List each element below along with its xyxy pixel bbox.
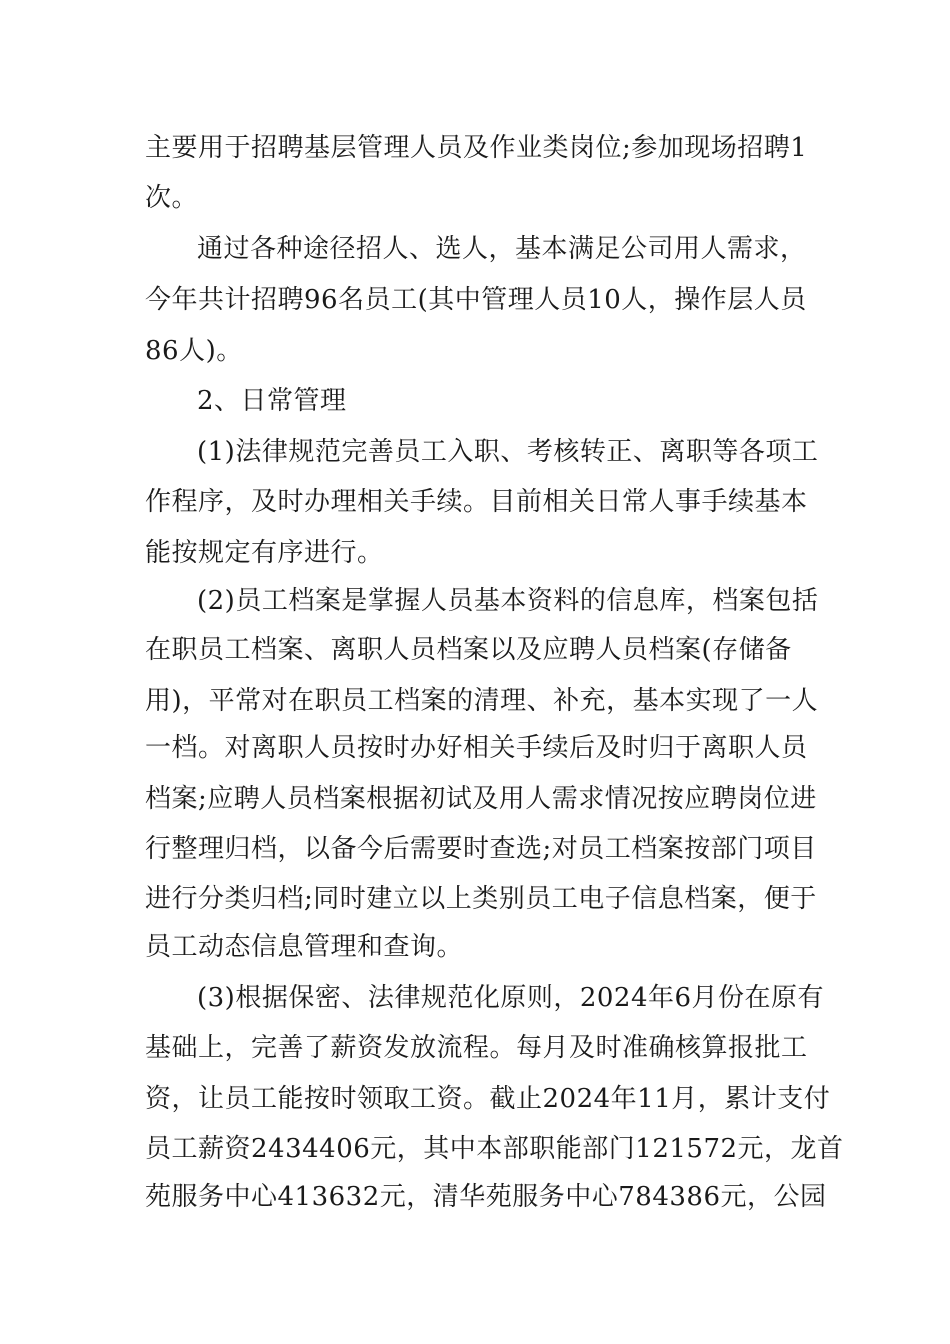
text-line: 基础上，完善了薪资发放流程。每月及时准确核算报批工 [145,1033,808,1063]
paragraph-first-line: 通过各种途径招人、选人，基本满足公司用人需求， [197,234,807,264]
text-line: 在职员工档案、离职人员档案以及应聘人员档案(存储备 [145,635,792,665]
text-line: 行整理归档，以备今后需要时查选;对员工档案按部门项目 [145,834,817,864]
paragraph-first-line: (1)法律规范完善员工入职、考核转正、离职等各项工 [197,437,819,467]
paragraph-first-line: (2)员工档案是掌握人员基本资料的信息库，档案包括 [197,586,819,616]
text-line: 能按规定有序进行。 [145,538,384,568]
text-line: 主要用于招聘基层管理人员及作业类岗位;参加现场招聘1 [145,133,808,163]
text-line: 今年共计招聘96名员工(其中管理人员10人，操作层人员 [145,285,807,315]
text-line: 作程序，及时办理相关手续。目前相关日常人事手续基本 [145,487,808,517]
text-line: 员工动态信息管理和查询。 [145,932,464,962]
text-line: 苑服务中心413632元，清华苑服务中心784386元，公园 [145,1182,827,1212]
section-heading: 2、日常管理 [197,386,347,416]
text-line: 一档。对离职人员按时办好相关手续后及时归于离职人员 [145,733,808,763]
text-line: 进行分类归档;同时建立以上类别员工电子信息档案，便于 [145,884,817,914]
paragraph-first-line: (3)根据保密、法律规范化原则，2024年6月份在原有 [197,983,825,1013]
text-line: 次。 [145,183,199,213]
text-line: 用)，平常对在职员工档案的清理、补充，基本实现了一人 [145,686,819,716]
text-line: 档案;应聘人员档案根据初试及用人需求情况按应聘岗位进 [145,784,817,814]
text-line: 86人)。 [145,336,243,366]
text-line: 员工薪资2434406元，其中本部职能部门121572元，龙首 [145,1134,844,1164]
text-line: 资，让员工能按时领取工资。截止2024年11月，累计支付 [145,1084,831,1114]
